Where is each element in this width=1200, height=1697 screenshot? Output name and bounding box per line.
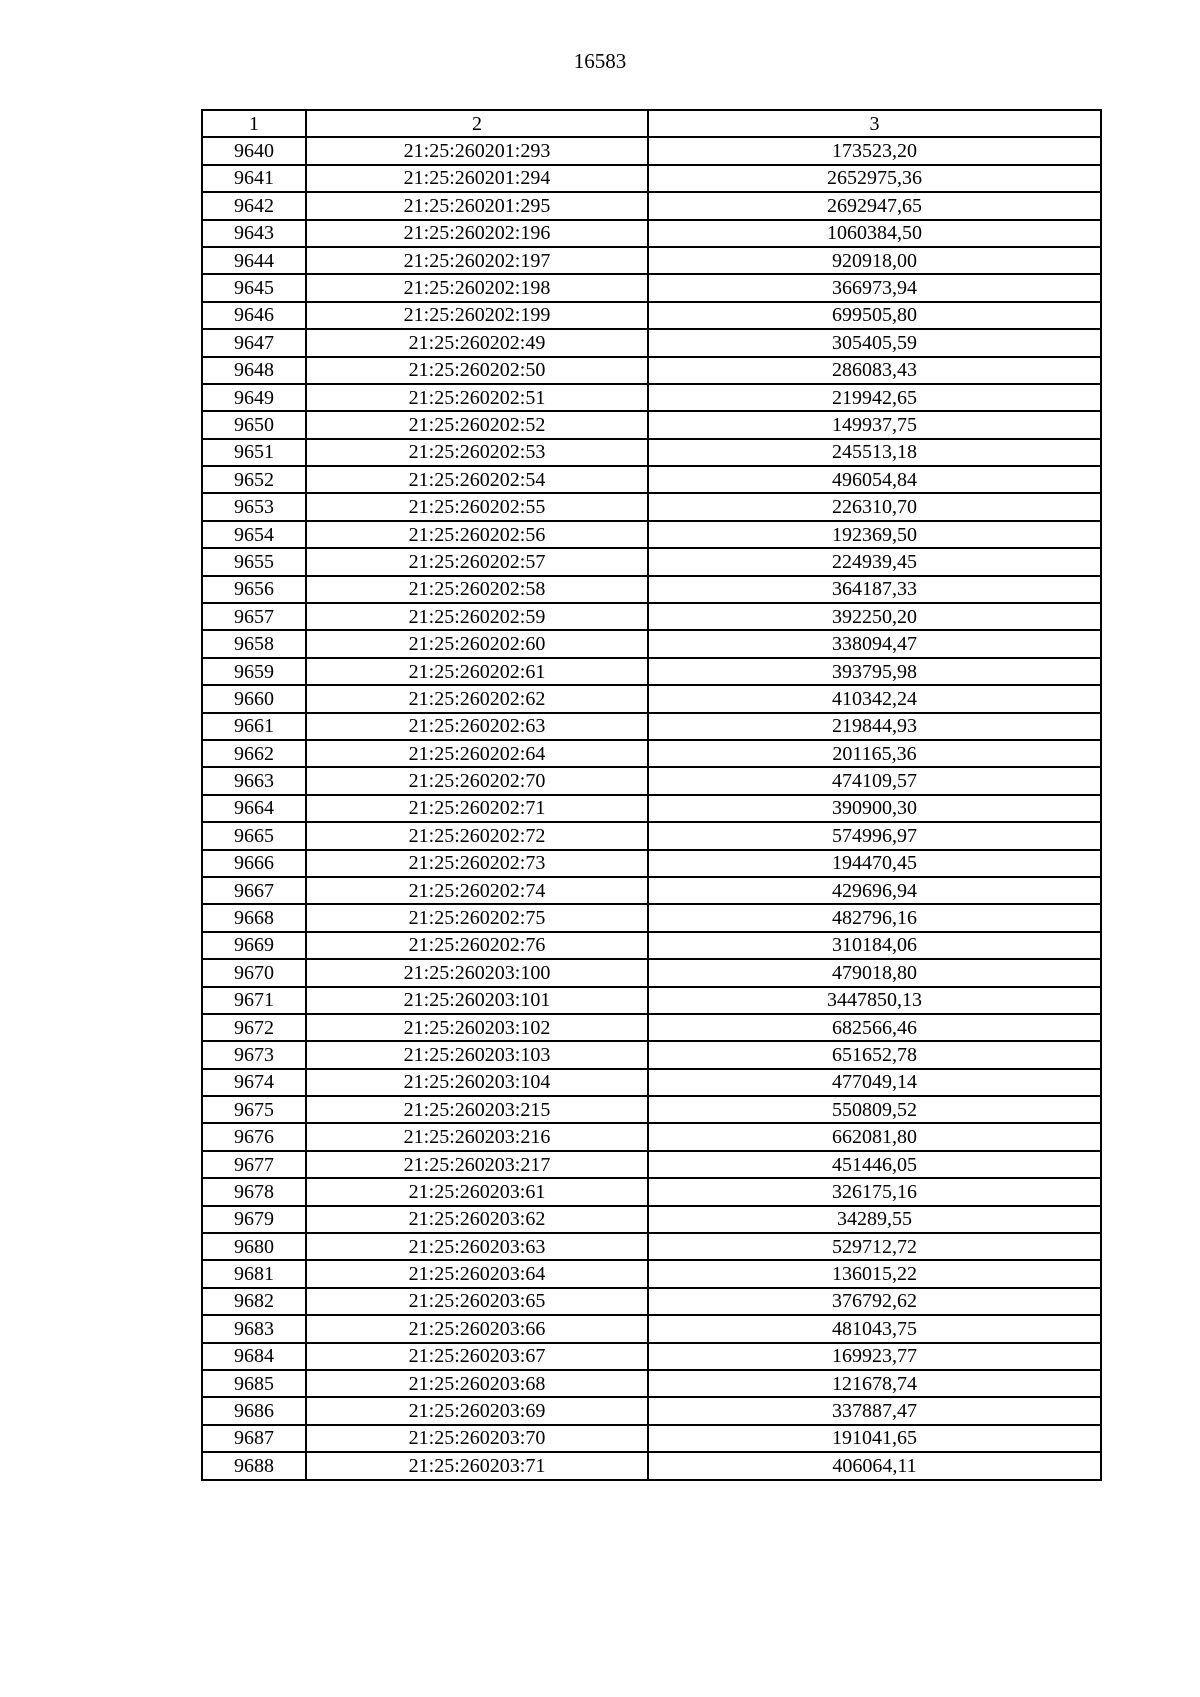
table-row xyxy=(202,740,1101,767)
cadastral-number-cell: 21:25:260202:62 xyxy=(306,685,648,712)
row-number-cell: 9680 xyxy=(202,1233,306,1260)
cadastral-number-cell: 21:25:260202:197 xyxy=(306,247,648,274)
table-row xyxy=(202,439,1101,466)
records-table xyxy=(201,109,1102,1481)
row-number-cell: 9664 xyxy=(202,795,306,822)
value-cell: 474109,57 xyxy=(648,767,1101,794)
row-number-cell: 9645 xyxy=(202,274,306,301)
cadastral-number-cell: 21:25:260202:49 xyxy=(306,329,648,356)
value-cell: 192369,50 xyxy=(648,521,1101,548)
row-number-cell: 9662 xyxy=(202,740,306,767)
table-row xyxy=(202,1206,1101,1233)
value-cell: 219844,93 xyxy=(648,713,1101,740)
cadastral-number-cell: 21:25:260202:50 xyxy=(306,357,648,384)
table-row xyxy=(202,1041,1101,1068)
row-number-cell: 9688 xyxy=(202,1452,306,1479)
cadastral-number-cell: 21:25:260202:61 xyxy=(306,658,648,685)
value-cell: 682566,46 xyxy=(648,1014,1101,1041)
value-cell: 169923,77 xyxy=(648,1343,1101,1370)
cadastral-number-cell: 21:25:260202:58 xyxy=(306,576,648,603)
cadastral-number-cell: 21:25:260202:52 xyxy=(306,411,648,438)
value-cell: 550809,52 xyxy=(648,1096,1101,1123)
cadastral-number-cell: 21:25:260203:215 xyxy=(306,1096,648,1123)
row-number-cell: 9681 xyxy=(202,1260,306,1287)
table-row xyxy=(202,603,1101,630)
table-body xyxy=(202,137,1101,1479)
value-cell: 226310,70 xyxy=(648,493,1101,520)
table-row xyxy=(202,1452,1101,1479)
table-row xyxy=(202,1315,1101,1342)
row-number-cell: 9682 xyxy=(202,1288,306,1315)
value-cell: 2652975,36 xyxy=(648,165,1101,192)
row-number-cell: 9644 xyxy=(202,247,306,274)
row-number-cell: 9653 xyxy=(202,493,306,520)
value-cell: 305405,59 xyxy=(648,329,1101,356)
value-cell: 1060384,50 xyxy=(648,220,1101,247)
table-row xyxy=(202,932,1101,959)
row-number-cell: 9663 xyxy=(202,767,306,794)
row-number-cell: 9655 xyxy=(202,548,306,575)
value-cell: 651652,78 xyxy=(648,1041,1101,1068)
value-cell: 366973,94 xyxy=(648,274,1101,301)
cadastral-number-cell: 21:25:260202:51 xyxy=(306,384,648,411)
cadastral-number-cell: 21:25:260203:217 xyxy=(306,1151,648,1178)
cadastral-number-cell: 21:25:260203:62 xyxy=(306,1206,648,1233)
cadastral-number-cell: 21:25:260202:60 xyxy=(306,630,648,657)
table-row xyxy=(202,987,1101,1014)
cadastral-number-cell: 21:25:260203:102 xyxy=(306,1014,648,1041)
value-cell: 286083,43 xyxy=(648,357,1101,384)
row-number-cell: 9652 xyxy=(202,466,306,493)
row-number-cell: 9671 xyxy=(202,987,306,1014)
row-number-cell: 9640 xyxy=(202,137,306,164)
table-row xyxy=(202,1151,1101,1178)
table-header xyxy=(202,110,1101,137)
row-number-cell: 9654 xyxy=(202,521,306,548)
value-cell: 481043,75 xyxy=(648,1315,1101,1342)
cadastral-number-cell: 21:25:260203:65 xyxy=(306,1288,648,1315)
row-number-cell: 9683 xyxy=(202,1315,306,1342)
table-row xyxy=(202,1260,1101,1287)
cadastral-number-cell: 21:25:260203:100 xyxy=(306,959,648,986)
cadastral-number-cell: 21:25:260202:73 xyxy=(306,850,648,877)
value-cell: 338094,47 xyxy=(648,630,1101,657)
cadastral-number-cell: 21:25:260202:70 xyxy=(306,767,648,794)
row-number-cell: 9685 xyxy=(202,1370,306,1397)
cadastral-number-cell: 21:25:260202:64 xyxy=(306,740,648,767)
row-number-cell: 9656 xyxy=(202,576,306,603)
row-number-cell: 9647 xyxy=(202,329,306,356)
cadastral-number-cell: 21:25:260201:295 xyxy=(306,192,648,219)
value-cell: 376792,62 xyxy=(648,1288,1101,1315)
row-number-cell: 9667 xyxy=(202,877,306,904)
cadastral-number-cell: 21:25:260203:64 xyxy=(306,1260,648,1287)
table-row xyxy=(202,1069,1101,1096)
row-number-cell: 9674 xyxy=(202,1069,306,1096)
value-cell: 136015,22 xyxy=(648,1260,1101,1287)
value-cell: 121678,74 xyxy=(648,1370,1101,1397)
cadastral-number-cell: 21:25:260203:104 xyxy=(306,1069,648,1096)
value-cell: 410342,24 xyxy=(648,685,1101,712)
value-cell: 3447850,13 xyxy=(648,987,1101,1014)
row-number-cell: 9684 xyxy=(202,1343,306,1370)
cadastral-number-cell: 21:25:260202:53 xyxy=(306,439,648,466)
table-row xyxy=(202,1096,1101,1123)
table-row xyxy=(202,630,1101,657)
cadastral-number-cell: 21:25:260202:75 xyxy=(306,904,648,931)
row-number-cell: 9648 xyxy=(202,357,306,384)
header-cell-1: 1 xyxy=(202,110,306,137)
cadastral-number-cell: 21:25:260202:74 xyxy=(306,877,648,904)
table-row xyxy=(202,220,1101,247)
value-cell: 477049,14 xyxy=(648,1069,1101,1096)
header-cell-3: 3 xyxy=(648,110,1101,137)
row-number-cell: 9659 xyxy=(202,658,306,685)
table-row xyxy=(202,1014,1101,1041)
row-number-cell: 9642 xyxy=(202,192,306,219)
row-number-cell: 9646 xyxy=(202,302,306,329)
cadastral-number-cell: 21:25:260202:57 xyxy=(306,548,648,575)
table-row xyxy=(202,1178,1101,1205)
row-number-cell: 9661 xyxy=(202,713,306,740)
value-cell: 529712,72 xyxy=(648,1233,1101,1260)
table-row xyxy=(202,1425,1101,1452)
cadastral-number-cell: 21:25:260203:63 xyxy=(306,1233,648,1260)
value-cell: 245513,18 xyxy=(648,439,1101,466)
cadastral-number-cell: 21:25:260202:72 xyxy=(306,822,648,849)
table-row xyxy=(202,274,1101,301)
value-cell: 310184,06 xyxy=(648,932,1101,959)
row-number-cell: 9651 xyxy=(202,439,306,466)
value-cell: 699505,80 xyxy=(648,302,1101,329)
table-row xyxy=(202,576,1101,603)
cadastral-number-cell: 21:25:260203:103 xyxy=(306,1041,648,1068)
cadastral-number-cell: 21:25:260202:198 xyxy=(306,274,648,301)
cadastral-number-cell: 21:25:260201:294 xyxy=(306,165,648,192)
cadastral-number-cell: 21:25:260203:101 xyxy=(306,987,648,1014)
row-number-cell: 9650 xyxy=(202,411,306,438)
value-cell: 326175,16 xyxy=(648,1178,1101,1205)
table-row xyxy=(202,1123,1101,1150)
value-cell: 479018,80 xyxy=(648,959,1101,986)
cadastral-number-cell: 21:25:260203:69 xyxy=(306,1397,648,1424)
value-cell: 224939,45 xyxy=(648,548,1101,575)
table-row xyxy=(202,466,1101,493)
cadastral-number-cell: 21:25:260203:216 xyxy=(306,1123,648,1150)
table-row xyxy=(202,959,1101,986)
table-row xyxy=(202,713,1101,740)
table-row xyxy=(202,411,1101,438)
row-number-cell: 9666 xyxy=(202,850,306,877)
table-row xyxy=(202,137,1101,164)
row-number-cell: 9672 xyxy=(202,1014,306,1041)
table-row xyxy=(202,247,1101,274)
table-row xyxy=(202,521,1101,548)
value-cell: 149937,75 xyxy=(648,411,1101,438)
value-cell: 364187,33 xyxy=(648,576,1101,603)
row-number-cell: 9679 xyxy=(202,1206,306,1233)
value-cell: 390900,30 xyxy=(648,795,1101,822)
value-cell: 191041,65 xyxy=(648,1425,1101,1452)
header-row xyxy=(202,110,1101,137)
value-cell: 219942,65 xyxy=(648,384,1101,411)
value-cell: 392250,20 xyxy=(648,603,1101,630)
table-row xyxy=(202,548,1101,575)
page-number: 16583 xyxy=(573,49,627,73)
row-number-cell: 9660 xyxy=(202,685,306,712)
value-cell: 482796,16 xyxy=(648,904,1101,931)
cadastral-number-cell: 21:25:260202:54 xyxy=(306,466,648,493)
row-number-cell: 9668 xyxy=(202,904,306,931)
table-row xyxy=(202,904,1101,931)
value-cell: 173523,20 xyxy=(648,137,1101,164)
table-row xyxy=(202,357,1101,384)
value-cell: 406064,11 xyxy=(648,1452,1101,1479)
table-row xyxy=(202,795,1101,822)
value-cell: 920918,00 xyxy=(648,247,1101,274)
header-cell-2: 2 xyxy=(306,110,648,137)
value-cell: 194470,45 xyxy=(648,850,1101,877)
row-number-cell: 9670 xyxy=(202,959,306,986)
cadastral-number-cell: 21:25:260202:76 xyxy=(306,932,648,959)
row-number-cell: 9657 xyxy=(202,603,306,630)
table-row xyxy=(202,767,1101,794)
cadastral-number-cell: 21:25:260202:59 xyxy=(306,603,648,630)
value-cell: 2692947,65 xyxy=(648,192,1101,219)
table-row xyxy=(202,1288,1101,1315)
cadastral-number-cell: 21:25:260202:196 xyxy=(306,220,648,247)
cadastral-number-cell: 21:25:260203:68 xyxy=(306,1370,648,1397)
row-number-cell: 9687 xyxy=(202,1425,306,1452)
table-row xyxy=(202,1370,1101,1397)
row-number-cell: 9643 xyxy=(202,220,306,247)
row-number-cell: 9677 xyxy=(202,1151,306,1178)
table-row xyxy=(202,685,1101,712)
value-cell: 201165,36 xyxy=(648,740,1101,767)
cadastral-number-cell: 21:25:260203:67 xyxy=(306,1343,648,1370)
cadastral-number-cell: 21:25:260202:71 xyxy=(306,795,648,822)
cadastral-number-cell: 21:25:260203:71 xyxy=(306,1452,648,1479)
row-number-cell: 9686 xyxy=(202,1397,306,1424)
table-row xyxy=(202,1397,1101,1424)
cadastral-number-cell: 21:25:260203:70 xyxy=(306,1425,648,1452)
table-row xyxy=(202,192,1101,219)
cadastral-number-cell: 21:25:260202:199 xyxy=(306,302,648,329)
table-row xyxy=(202,493,1101,520)
value-cell: 337887,47 xyxy=(648,1397,1101,1424)
value-cell: 451446,05 xyxy=(648,1151,1101,1178)
value-cell: 662081,80 xyxy=(648,1123,1101,1150)
row-number-cell: 9649 xyxy=(202,384,306,411)
row-number-cell: 9641 xyxy=(202,165,306,192)
cadastral-number-cell: 21:25:260202:63 xyxy=(306,713,648,740)
table-row xyxy=(202,1233,1101,1260)
table-row xyxy=(202,329,1101,356)
value-cell: 429696,94 xyxy=(648,877,1101,904)
value-cell: 34289,55 xyxy=(648,1206,1101,1233)
row-number-cell: 9665 xyxy=(202,822,306,849)
cadastral-number-cell: 21:25:260203:61 xyxy=(306,1178,648,1205)
cadastral-number-cell: 21:25:260203:66 xyxy=(306,1315,648,1342)
table-row xyxy=(202,658,1101,685)
row-number-cell: 9658 xyxy=(202,630,306,657)
table-row xyxy=(202,384,1101,411)
cadastral-number-cell: 21:25:260202:55 xyxy=(306,493,648,520)
table-row xyxy=(202,302,1101,329)
table-row xyxy=(202,850,1101,877)
table-row xyxy=(202,165,1101,192)
value-cell: 496054,84 xyxy=(648,466,1101,493)
row-number-cell: 9675 xyxy=(202,1096,306,1123)
value-cell: 393795,98 xyxy=(648,658,1101,685)
cadastral-number-cell: 21:25:260201:293 xyxy=(306,137,648,164)
table-row xyxy=(202,877,1101,904)
table-row xyxy=(202,822,1101,849)
row-number-cell: 9676 xyxy=(202,1123,306,1150)
row-number-cell: 9678 xyxy=(202,1178,306,1205)
row-number-cell: 9673 xyxy=(202,1041,306,1068)
value-cell: 574996,97 xyxy=(648,822,1101,849)
table-row xyxy=(202,1343,1101,1370)
cadastral-number-cell: 21:25:260202:56 xyxy=(306,521,648,548)
row-number-cell: 9669 xyxy=(202,932,306,959)
